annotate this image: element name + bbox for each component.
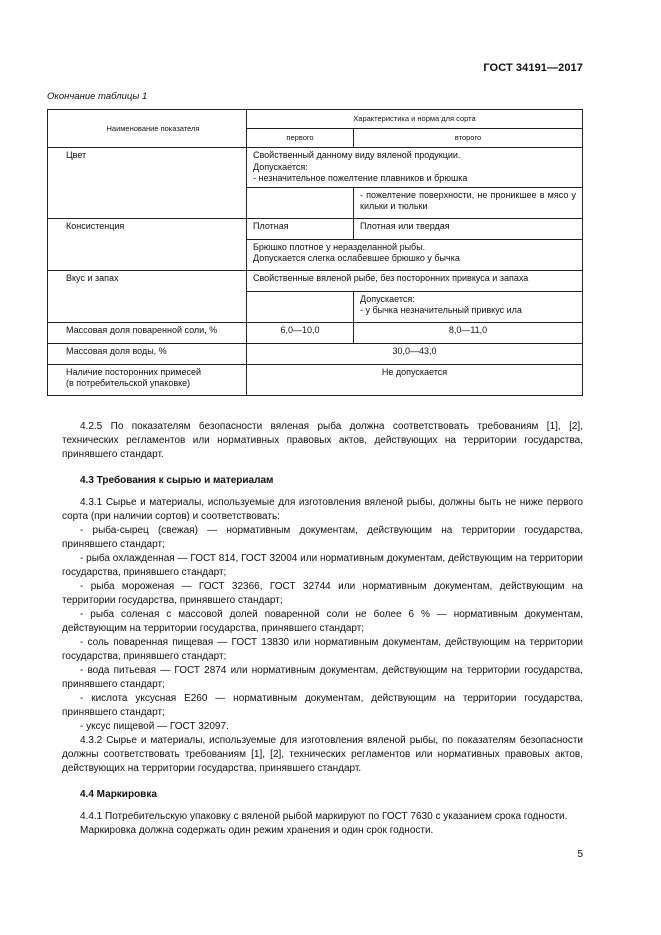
taste-first-cell bbox=[247, 291, 354, 322]
table-caption: Окончание таблицы 1 bbox=[47, 91, 148, 102]
taste-common-cell: Свойственные вяленой рыбе, без посторонних привкуса и запаха bbox=[247, 270, 583, 291]
table-row bbox=[48, 218, 583, 239]
color-first-cell bbox=[247, 187, 354, 218]
row-name-taste: Вкус и запах bbox=[48, 270, 247, 322]
row-name-impurities bbox=[48, 364, 247, 395]
taste-second-cell bbox=[354, 291, 583, 322]
list-item: - рыба-сырец (свежая) — нормативным документам, действующим на территории государства, принявшего стандарт; bbox=[62, 525, 583, 550]
body-text bbox=[62, 420, 583, 838]
consistency-common-line-1: Брюшко плотное у неразделанной рыбы. bbox=[253, 241, 426, 252]
impurities-name-line-1: Наличие посторонних примесей bbox=[66, 366, 202, 377]
row-name-consistency: Консистенция bbox=[48, 218, 247, 270]
table-row bbox=[48, 322, 583, 343]
paragraph-4-4-1: 4.4.1 Потребительскую упаковку с вяленой рыбой маркируют по ГОСТ 7630 с указанием срока годности. bbox=[80, 811, 568, 822]
taste-second-line-1: Допускается: bbox=[360, 293, 415, 304]
list-item: - рыба мороженая — ГОСТ 32366, ГОСТ 32744 или нормативным документам, действующим на территории государства, принявшего стандарт; bbox=[62, 581, 583, 606]
header-second-grade: второго bbox=[354, 129, 583, 148]
header-characteristic: Характеристика и норма для сорта bbox=[247, 110, 583, 129]
row-name-salt: Массовая доля поваренной соли, % bbox=[48, 322, 247, 343]
paragraph-4-3-2: 4.3.2 Сырье и материалы, используемые для изготовления вяленой рыбы, по показателям безопасности должны соответствовать требованиям [1], [2], технических регламентов или нормативных правовых актов, действующих на территории государства, принявшего стандарт. bbox=[62, 735, 583, 774]
header-indicator: Наименование показателя bbox=[48, 110, 247, 148]
impurities-value-cell: Не допускается bbox=[247, 364, 583, 395]
paragraph-4-3-1: 4.3.1 Сырье и материалы, используемые для изготовления вяленой рыбы, должны быть не ниже первого сорта (при наличии сортов) и соответствовать: bbox=[62, 497, 583, 522]
list-item: - рыба соленая с массовой долей поваренной соли не более 6 % — нормативным документам, действующим на территории государства, принявшего стандарт; bbox=[62, 609, 583, 634]
list-item: - кислота уксусная Е260 — нормативным документам, действующим на территории государства, принявшего стандарт; bbox=[62, 693, 583, 718]
salt-second-cell: 8,0—11,0 bbox=[354, 322, 583, 343]
consistency-common-cell bbox=[247, 239, 583, 270]
heading-4-3: 4.3 Требования к сырью и материалам bbox=[80, 475, 274, 486]
list-item: - рыба охлажденная — ГОСТ 814, ГОСТ 32004 или нормативным документам, действующим на территории государства, принявшего стандарт; bbox=[62, 553, 583, 578]
color-common-line-3: - незначительное пожелтение плавников и брюшка bbox=[253, 173, 468, 183]
document-code: ГОСТ 34191—2017 bbox=[483, 62, 583, 74]
consistency-first-cell: Плотная bbox=[247, 218, 354, 239]
color-second-cell: - пожелтение поверхности, не проникшее в мясо у кильки и тюльки bbox=[354, 187, 583, 218]
taste-second-line-2: - у бычка незначительный привкус ила bbox=[360, 305, 522, 315]
page-number: 5 bbox=[577, 849, 583, 860]
impurities-name-line-2: (в потребительской упаковке) bbox=[66, 378, 191, 388]
consistency-second-cell: Плотная или твердая bbox=[354, 218, 583, 239]
table-row bbox=[48, 364, 583, 395]
row-name-water: Массовая доля воды, % bbox=[48, 343, 247, 364]
table-header-row bbox=[48, 110, 583, 129]
color-common-line-2: Допускается: bbox=[253, 161, 308, 172]
row-name-color: Цвет bbox=[48, 148, 247, 219]
header-first-grade: первого bbox=[247, 129, 354, 148]
table-row bbox=[48, 148, 583, 188]
list-item: - соль поваренная пищевая — ГОСТ 13830 или нормативным документам, действующим на территории государства, принявшего стандарт; bbox=[62, 637, 583, 662]
quality-table bbox=[47, 109, 583, 396]
table-row bbox=[48, 270, 583, 291]
paragraph-4-2-5: 4.2.5 По показателям безопасности вяленая рыба должна соответствовать требованиям [1], [2], технических регламентов или нормативных правовых актов, действующих на территории государства, принявшего стандарт. bbox=[62, 421, 583, 460]
consistency-common-line-2: Допускается слегка ослабевшее брюшко у бычка bbox=[253, 253, 460, 263]
list-item: - вода питьевая — ГОСТ 2874 или нормативным документам, действующим на территории государства, принявшего стандарт; bbox=[62, 665, 583, 690]
water-value-cell: 30,0—43,0 bbox=[247, 343, 583, 364]
color-common-cell bbox=[247, 148, 583, 188]
salt-first-cell: 6,0—10,0 bbox=[247, 322, 354, 343]
color-common-line-1: Свойственный данному виду вяленой продукции. bbox=[253, 150, 461, 160]
paragraph-4-4-1-b: Маркировка должна содержать один режим хранения и один срок годности. bbox=[80, 825, 434, 836]
list-item: - уксус пищевой — ГОСТ 32097. bbox=[80, 721, 229, 732]
table-row bbox=[48, 343, 583, 364]
heading-4-4: 4.4 Маркировка bbox=[80, 789, 157, 800]
